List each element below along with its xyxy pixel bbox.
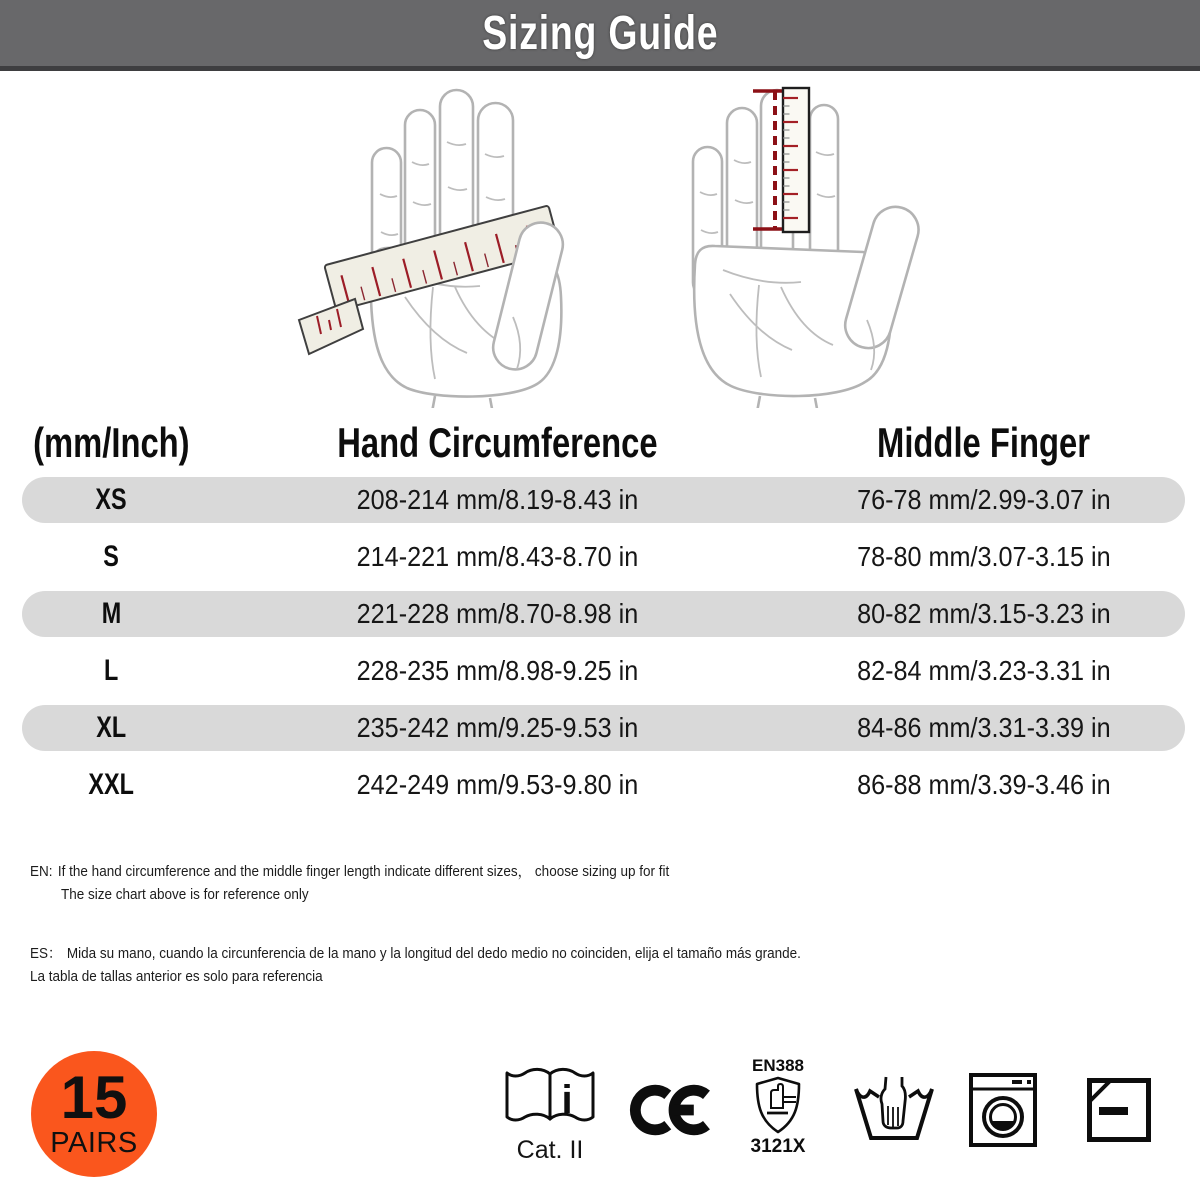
hand-circumference-value: 208-214 mm/8.19-8.43 in — [356, 484, 638, 515]
machine-wash-icon — [968, 1072, 1038, 1148]
pairs-count-badge — [31, 1051, 157, 1177]
middle-finger-value: 76-78 mm/2.99-3.07 in — [856, 484, 1111, 515]
pairs-count: 15 — [60, 1064, 128, 1131]
middle-finger-value: 82-84 mm/3.23-3.31 in — [856, 655, 1111, 686]
note-en-label: EN: — [30, 863, 53, 880]
hand-circumference-value: 235-242 mm/9.25-9.53 in — [356, 712, 638, 743]
middle-finger-illustration — [675, 82, 940, 408]
pairs-label: PAIRS — [50, 1127, 138, 1159]
table-row — [22, 705, 1185, 751]
size-label: L — [103, 654, 119, 687]
size-label: S — [103, 540, 119, 573]
manual-caption: Cat. II — [516, 1136, 584, 1164]
table-row — [22, 762, 1185, 808]
hand-circumference-value: 214-221 mm/8.43-8.70 in — [356, 541, 638, 572]
en388-standard-label: EN388 — [752, 1056, 804, 1075]
table-row — [22, 534, 1185, 580]
col-hand-circumference: Hand Circumference — [336, 419, 658, 466]
table-row — [22, 477, 1185, 523]
middle-finger-value: 84-86 mm/3.31-3.39 in — [856, 712, 1111, 743]
en388-rating-label: 3121X — [750, 1136, 806, 1157]
middle-finger-value: 78-80 mm/3.07-3.15 in — [856, 541, 1111, 572]
unit-header: (mm/Inch) — [32, 419, 190, 466]
en388-shield-icon — [754, 1076, 802, 1134]
middle-finger-value: 80-82 mm/3.15-3.23 in — [856, 598, 1111, 629]
note-en-line1: If the hand circumference and the middle finger length indicate different sizes， choose sizing up for fit — [57, 863, 670, 880]
table-column-headers — [22, 418, 1185, 468]
note-en-line2: The size chart above is for reference only — [61, 886, 309, 903]
hand-wash-icon — [852, 1076, 936, 1146]
table-row — [22, 591, 1185, 637]
ce-mark-icon — [629, 1077, 719, 1143]
sizing-table — [22, 477, 1185, 819]
dry-flat-icon — [1086, 1077, 1152, 1143]
note-es-line1: Mida su mano, cuando la circunferencia de la mano y la longitud del dedo medio no coinciden, elija el tamaño más grande. — [66, 945, 801, 962]
manual-info-letter: i — [561, 1078, 573, 1122]
size-label: XXL — [88, 768, 134, 801]
page-title: Sizing Guide — [481, 6, 719, 60]
note-english — [30, 860, 740, 906]
size-label: XS — [95, 483, 127, 516]
note-es-line2: La tabla de tallas anterior es solo para referencia — [30, 968, 323, 985]
hand-circumference-value: 221-228 mm/8.70-8.98 in — [356, 598, 638, 629]
table-row — [22, 648, 1185, 694]
hand-circumference-value: 242-249 mm/9.53-9.80 in — [356, 769, 638, 800]
size-label: XL — [96, 711, 126, 744]
instruction-manual-icon — [504, 1066, 596, 1130]
header-bar — [0, 0, 1200, 71]
note-es-label: ES： — [30, 945, 62, 962]
hand-circumference-illustration — [285, 82, 645, 408]
col-middle-finger: Middle Finger — [877, 419, 1090, 466]
note-spanish — [30, 942, 887, 988]
hand-circumference-value: 228-235 mm/8.98-9.25 in — [356, 655, 638, 686]
size-label: M — [101, 597, 121, 630]
middle-finger-value: 86-88 mm/3.39-3.46 in — [856, 769, 1111, 800]
